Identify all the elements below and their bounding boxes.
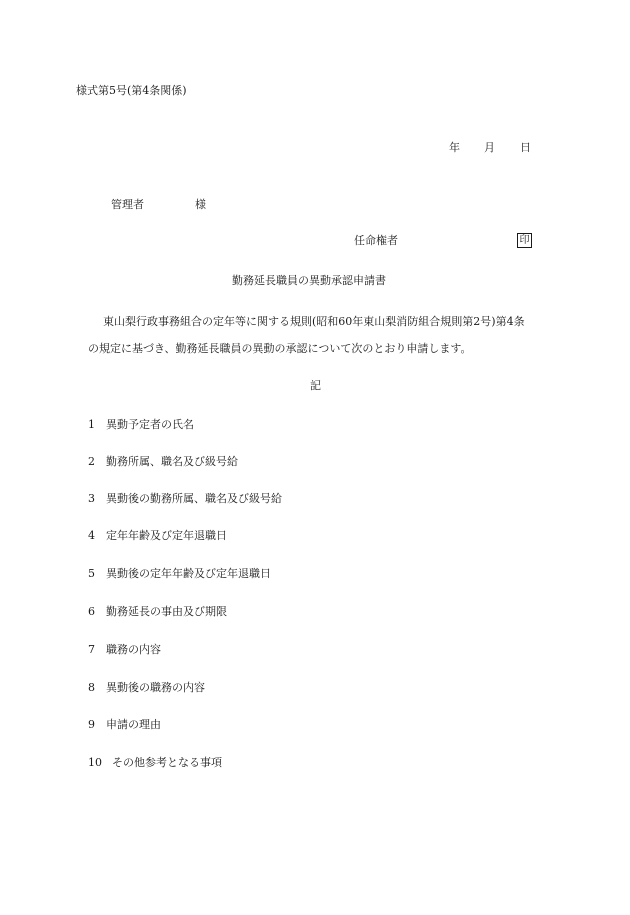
- list-item-text: 申請の理由: [106, 718, 161, 731]
- list-item-number: 6: [88, 605, 95, 618]
- list-item-number: 4: [88, 529, 95, 542]
- list-item-number: 10: [88, 756, 102, 769]
- list-item-text: 勤務延長の事由及び期限: [106, 605, 227, 618]
- list-item: [88, 493, 282, 504]
- date-year-label: 年: [449, 141, 460, 154]
- date-month-label: 月: [484, 141, 495, 154]
- body-text-line-1: 東山梨行政事務組合の定年等に関する規則(昭和60年東山梨消防組合規則第2号)第4条: [103, 315, 525, 328]
- list-item: [88, 644, 161, 655]
- list-item-number: 7: [88, 643, 95, 656]
- list-item-text: 職務の内容: [106, 643, 161, 656]
- list-item: [88, 719, 161, 730]
- list-item-number: 9: [88, 718, 95, 731]
- list-item-number: 1: [88, 418, 95, 431]
- addressee-honorific: 様: [195, 198, 206, 211]
- addressee-label: 管理者: [111, 198, 144, 211]
- list-item-text: その他参考となる事項: [112, 756, 222, 769]
- list-item-text: 定年年齢及び定年退職日: [106, 529, 227, 542]
- list-item-text: 異動後の定年年齢及び定年退職日: [106, 567, 271, 580]
- list-item: [88, 606, 227, 617]
- list-item: [88, 456, 238, 467]
- seal-stamp-icon: 印: [517, 233, 532, 248]
- list-item-number: 3: [88, 492, 95, 505]
- list-item: [88, 419, 194, 430]
- list-item-text: 異動予定者の氏名: [106, 418, 194, 431]
- list-item: [88, 530, 227, 541]
- list-item: [88, 682, 205, 693]
- list-item: [88, 568, 271, 579]
- list-item-text: 異動後の職務の内容: [106, 681, 205, 694]
- document-title: 勤務延長職員の異動承認申請書: [232, 274, 386, 287]
- date-day-label: 日: [520, 141, 531, 154]
- list-item: [88, 757, 222, 768]
- body-text-line-2: の規定に基づき、勤務延長職員の異動の承認について次のとおり申請します。: [88, 342, 472, 355]
- list-item-number: 8: [88, 681, 95, 694]
- list-item-number: 2: [88, 455, 95, 468]
- list-item-text: 勤務所属、職名及び級号給: [106, 455, 238, 468]
- form-number: 様式第5号(第4条関係): [76, 84, 187, 97]
- list-item-text: 異動後の勤務所属、職名及び級号給: [106, 492, 282, 505]
- appointer-label: 任命権者: [354, 234, 398, 247]
- list-item-number: 5: [88, 567, 95, 580]
- ki-heading: 記: [310, 379, 321, 392]
